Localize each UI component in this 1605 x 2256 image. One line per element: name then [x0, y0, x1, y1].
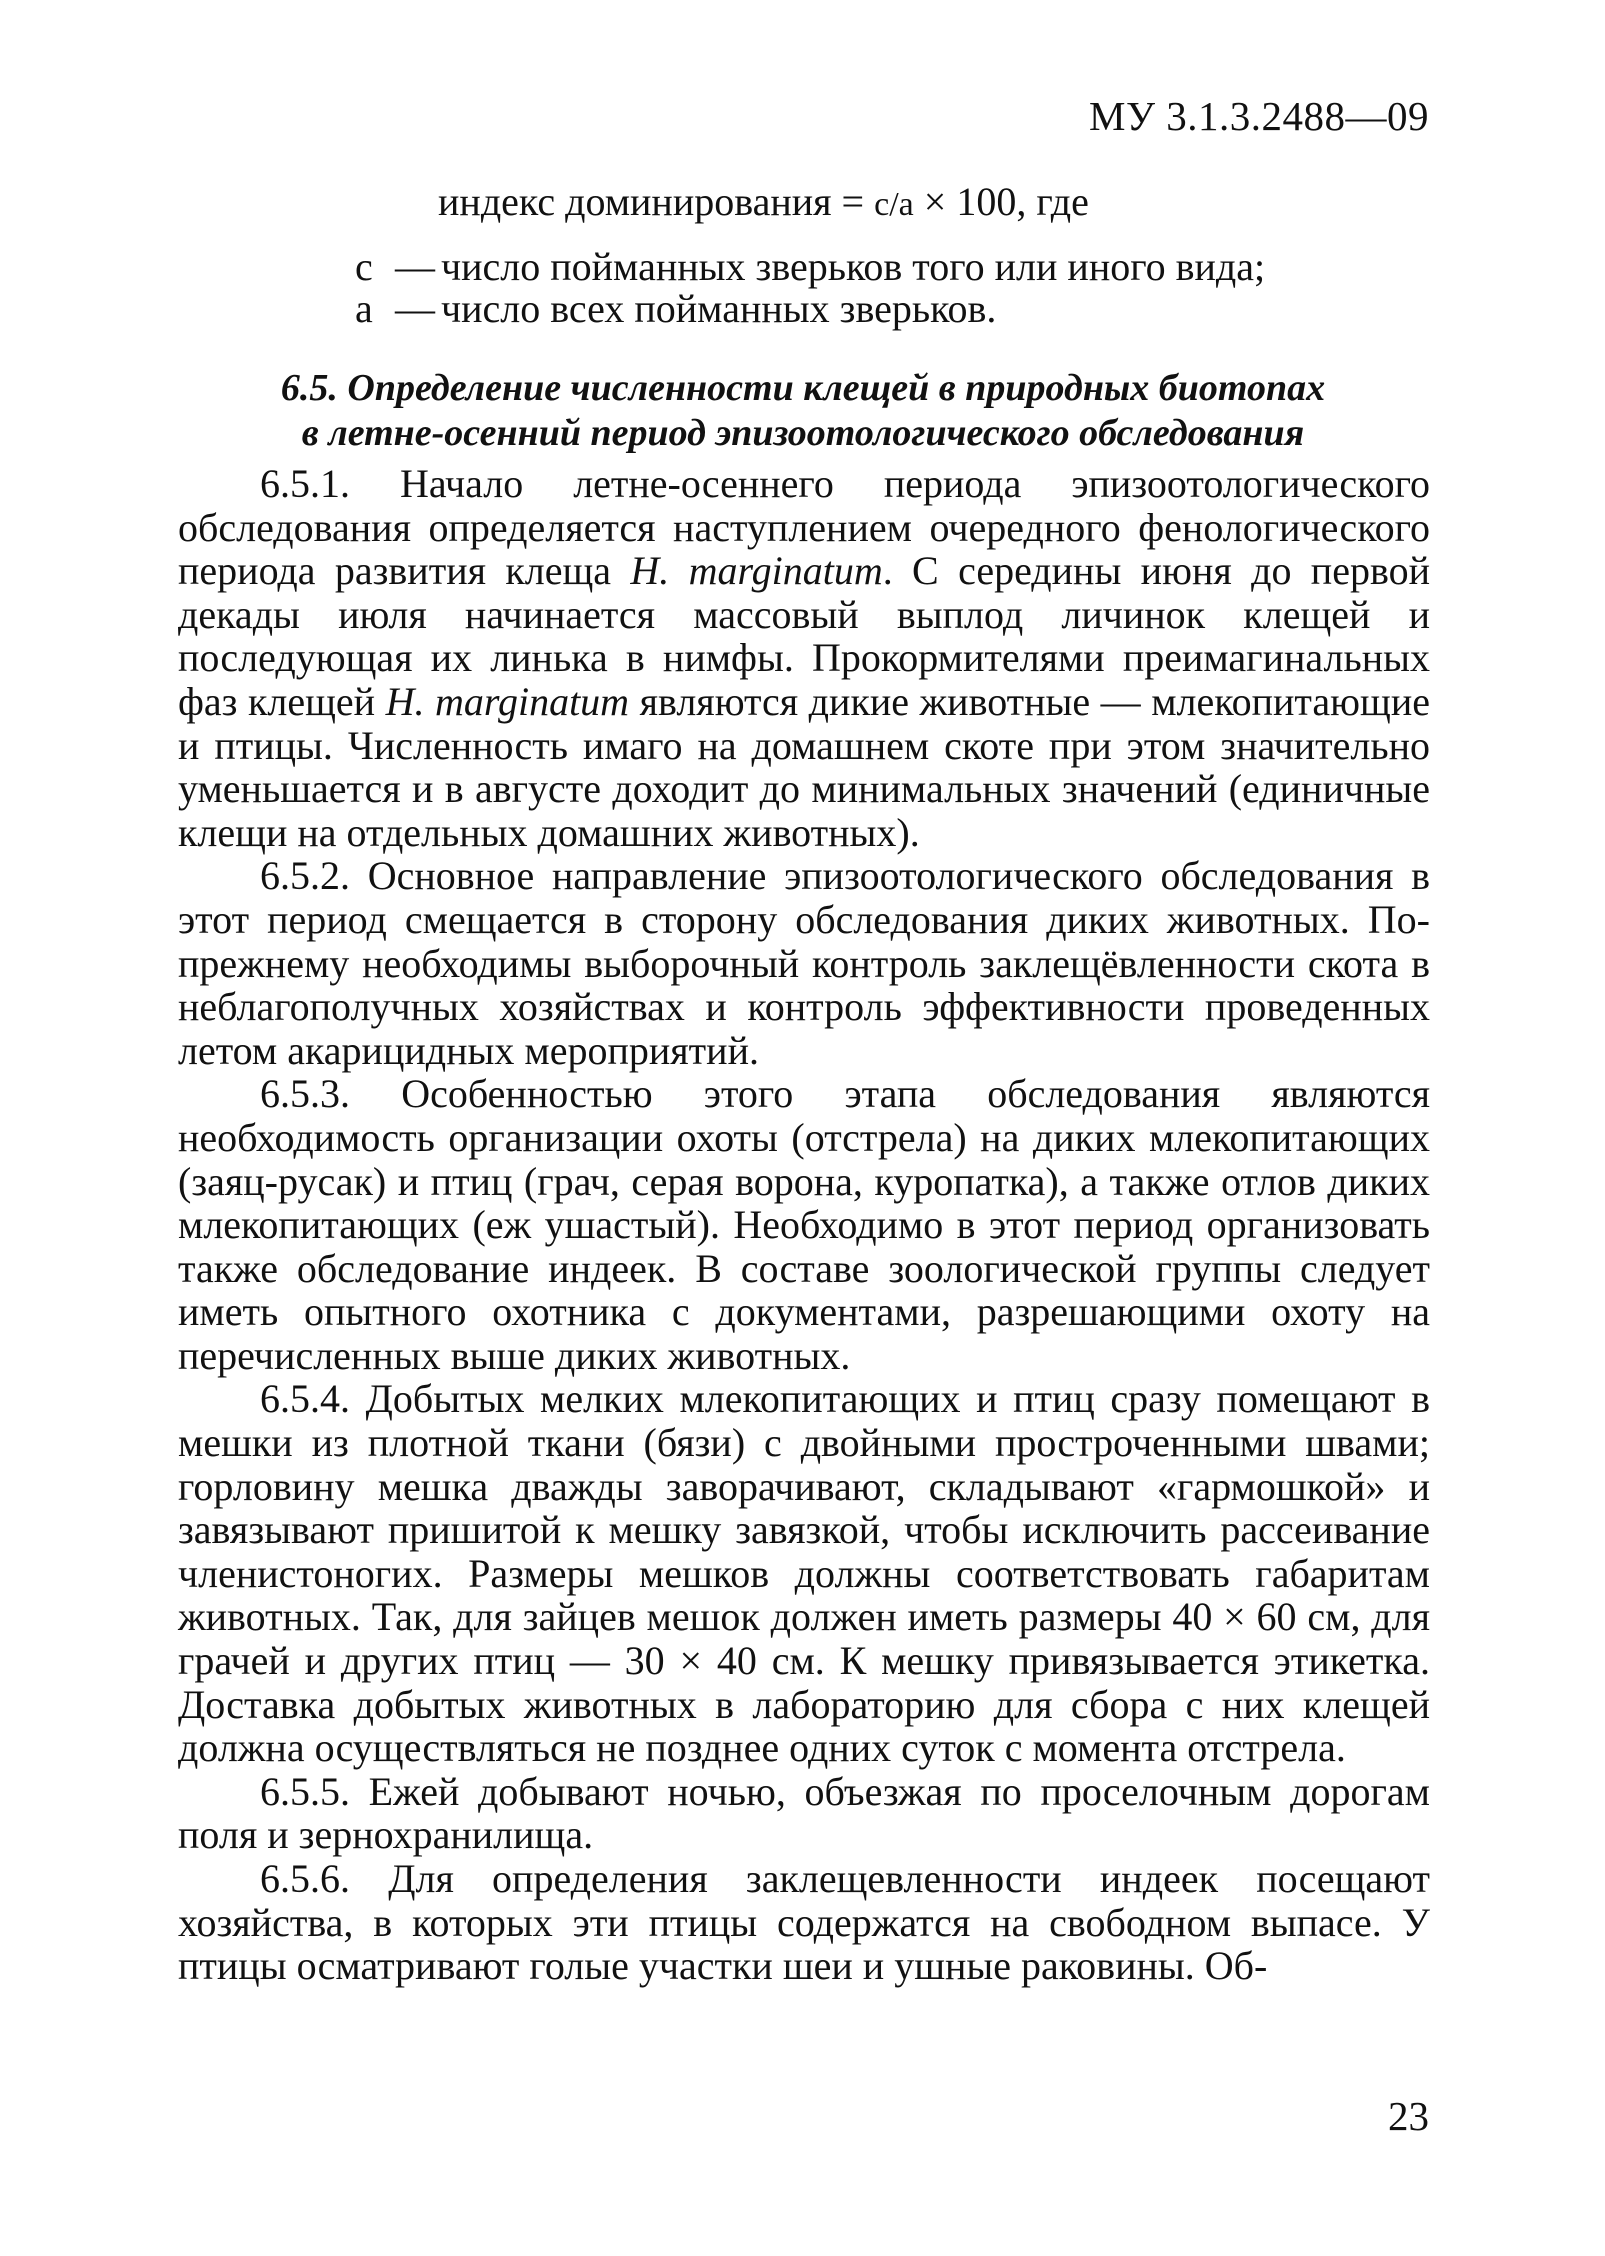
paragraph-text: 6.5.1. Начало летне-осеннего периода эпизоотологического обследования определяется наступлением очередного фенологического периода развития клеща: [178, 461, 1430, 594]
formula-fraction: c/a: [874, 186, 914, 223]
definition-text: число всех пойманных зверьков.: [441, 286, 997, 331]
page-number: 23: [1388, 2093, 1429, 2139]
paragraph-6-5-4: 6.5.4. Добытых мелких млекопитающих и птиц сразу помещают в мешки из плотной ткани (бязи) с двойными простроченными швами; горловину мешка дважды заворачивают, складывают «гармошкой» и завязывают пришитой к мешку завязкой, чтобы исключить рассеивание членистоногих. Размеры мешков должны соответствовать габаритам животных. Так, для зайцев мешок должен иметь размеры 40 × 60 см, для грачей и других птиц — 30 × 40 см. К мешку привязывается этикетка. Доставка добытых животных в лабораторию для сбора с них клещей должна осуществляться не позднее одних суток с момента отстрела.: [178, 1376, 1430, 1771]
section-heading: [178, 366, 1428, 456]
species-name: H. marginatum: [385, 678, 630, 724]
definition-row: [355, 288, 1265, 330]
dominance-index-formula: [438, 178, 1089, 225]
paragraph-text: . С середины июня до первой декады июля начинается массовый выплод личинок клещей и последующая их линька в нимфы. Прокормителями преимагинальных фаз клещей: [178, 548, 1430, 724]
formula-definitions: [355, 246, 1265, 330]
paragraph-text: являются дикие животные — млекопитающие и птицы. Численность имаго на домашнем скоте при этом значительно уменьшается и в августе доходит до минимальных значений (единичные клещи на отдельных домашних животных).: [178, 678, 1430, 855]
definition-dash: —: [395, 244, 435, 289]
paragraph-6-5-1: [178, 462, 1430, 854]
definition-symbol: c: [355, 244, 373, 289]
section-heading-line-1: 6.5. Определение численности клещей в природных биотопах: [280, 367, 1326, 409]
definition-dash: —: [395, 286, 435, 331]
definition-text: число пойманных зверьков того или иного вида;: [441, 244, 1266, 289]
document-code: МУ 3.1.3.2488—09: [1089, 93, 1429, 139]
formula-suffix: × 100, где: [913, 179, 1089, 224]
formula-prefix: индекс доминирования =: [438, 179, 875, 224]
body-text: [178, 462, 1430, 1988]
paragraph-6-5-3: 6.5.3. Особенностью этого этапа обследования являются необходимость организации охоты (отстрела) на диких млекопитающих (заяц-русак) и птиц (грач, серая ворона, куропатка), а также отлов диких млекопитающих (еж ушастый). Необходимо в этот период организовать также обследование индеек. В составе зоологической группы следует иметь опытного охотника с документами, разрешающими охоту на перечисленных выше диких животных.: [178, 1071, 1430, 1378]
definition-symbol: a: [355, 286, 373, 331]
paragraph-6-5-2: 6.5.2. Основное направление эпизоотологического обследования в этот период смещается в сторону обследования диких животных. По-прежнему необходимы выборочный контроль заклещёвленности скота в неблагополучных хозяйствах и контроль эффективности проведенных летом акарицидных мероприятий.: [178, 853, 1430, 1073]
section-heading-line-2: в летне-осенний период эпизоотологического обследования: [301, 412, 1305, 454]
definition-row: [355, 246, 1265, 288]
species-name: H. marginatum: [630, 548, 883, 594]
paragraph-6-5-5: 6.5.5. Ежей добывают ночью, объезжая по проселочным дорогам поля и зернохранилища.: [178, 1768, 1430, 1858]
paragraph-6-5-6: 6.5.6. Для определения заклещевленности индеек посещают хозяйства, в которых эти птицы содержатся на свободном выпасе. У птицы осматривают голые участки шеи и ушные раковины. Об-: [178, 1856, 1430, 1989]
